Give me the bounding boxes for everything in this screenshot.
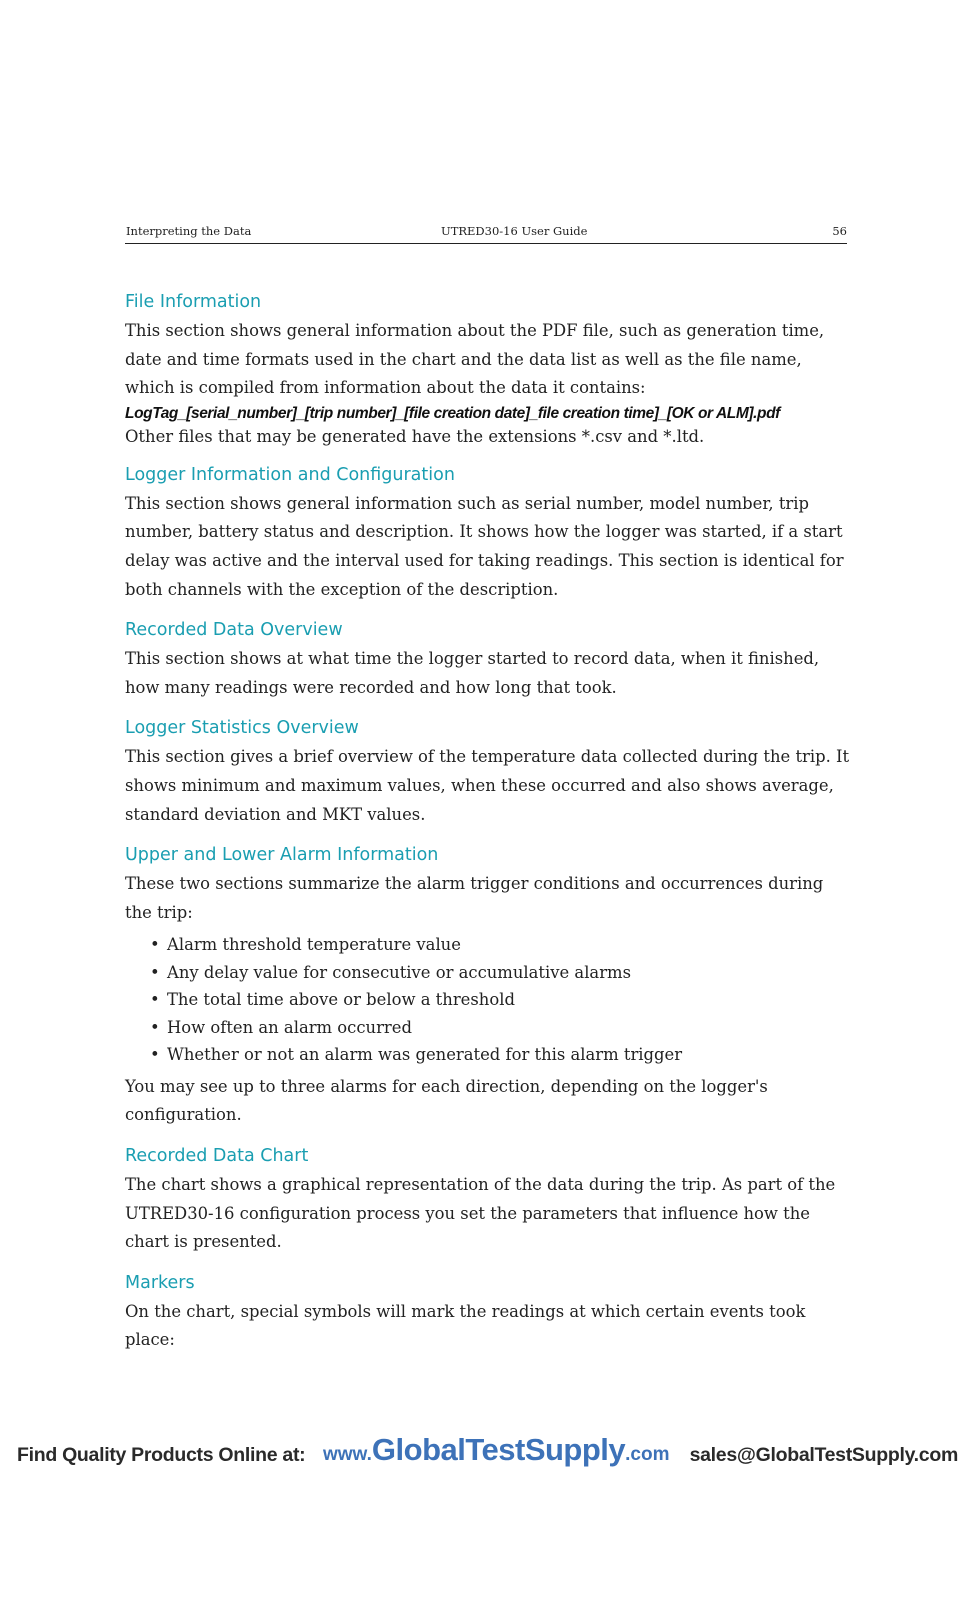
section-heading: Markers <box>125 1272 195 1293</box>
alarm-bullet-list <box>125 931 853 1069</box>
list-item: • Any delay value for consecutive or accumulative alarms <box>167 959 853 987</box>
website-suffix: .com <box>625 1444 670 1465</box>
header-section-title: Interpreting the Data <box>126 224 252 238</box>
section-paragraph: On the chart, special symbols will mark the readings at which certain events took place: <box>125 1301 806 1350</box>
section-paragraph: This section gives a brief overview of the temperature data collected during the trip. It shows minimum and maximum values, when these occurred and also shows average, standard deviation and MKT values. <box>125 747 850 824</box>
section-heading: Logger Information and Configuration <box>125 464 455 485</box>
list-item: • The total time above or below a threshold <box>167 986 853 1014</box>
website-prefix: www. <box>323 1444 372 1465</box>
section-logger-statistics <box>125 716 853 829</box>
section-alarm-information <box>125 843 853 1130</box>
section-recorded-data-overview <box>125 618 853 702</box>
section-markers <box>125 1271 853 1355</box>
section-paragraph: You may see up to three alarms for each direction, depending on the logger's configuration. <box>125 1076 768 1125</box>
section-paragraph: These two sections summarize the alarm trigger conditions and occurrences during the trip: <box>125 874 824 922</box>
section-recorded-data-chart <box>125 1144 853 1257</box>
list-item: • How often an alarm occurred <box>167 1014 853 1042</box>
header-document-title: UTRED30-16 User Guide <box>441 224 588 238</box>
section-paragraph: Other files that may be generated have the extensions *.csv and *.ltd. <box>125 426 705 446</box>
section-paragraph: This section shows at what time the logger started to record data, when it finished, how many readings were recorded and how long that took. <box>125 649 820 697</box>
website-link[interactable] <box>323 1432 670 1468</box>
filename-pattern: LogTag_[serial_number]_[trip number]_[file creation date]_file creation time]_[OK or ALM].pdf <box>125 404 780 422</box>
list-item: • Whether or not an alarm was generated for this alarm trigger <box>167 1041 853 1069</box>
list-item: • Alarm threshold temperature value <box>167 931 853 959</box>
section-file-information <box>125 290 853 449</box>
page-content <box>125 290 853 1369</box>
section-heading: Recorded Data Chart <box>125 1146 309 1166</box>
page-number: 56 <box>832 224 847 238</box>
running-header <box>125 224 847 244</box>
section-paragraph: The chart shows a graphical representation of the data during the trip. As part of the UTRED30-16 configuration process you set the parameters that influence how the chart is presented. <box>125 1175 836 1252</box>
section-heading: Recorded Data Overview <box>125 620 343 641</box>
section-paragraph: This section shows general information such as serial number, model number, trip number, battery status and description. It shows how the logger was started, if a start delay was active and the interval used for taking readings. This section is identical for both channels with the exception of the description. <box>125 493 844 599</box>
section-heading: Upper and Lower Alarm Information <box>125 845 439 866</box>
section-logger-information <box>125 463 853 604</box>
footer-tagline: Find Quality Products Online at: <box>17 1444 306 1466</box>
footer-banner <box>0 1432 972 1472</box>
section-heading: File Information <box>125 292 262 312</box>
section-heading: Logger Statistics Overview <box>125 718 359 739</box>
section-paragraph: This section shows general information about the PDF file, such as generation time, date and time formats used in the chart and the data list as well as the file name, which is compiled from information about the data it contains: <box>125 321 825 398</box>
email-link[interactable]: sales@GlobalTestSupply.com <box>689 1444 958 1466</box>
website-brand: GlobalTestSupply <box>371 1432 626 1467</box>
